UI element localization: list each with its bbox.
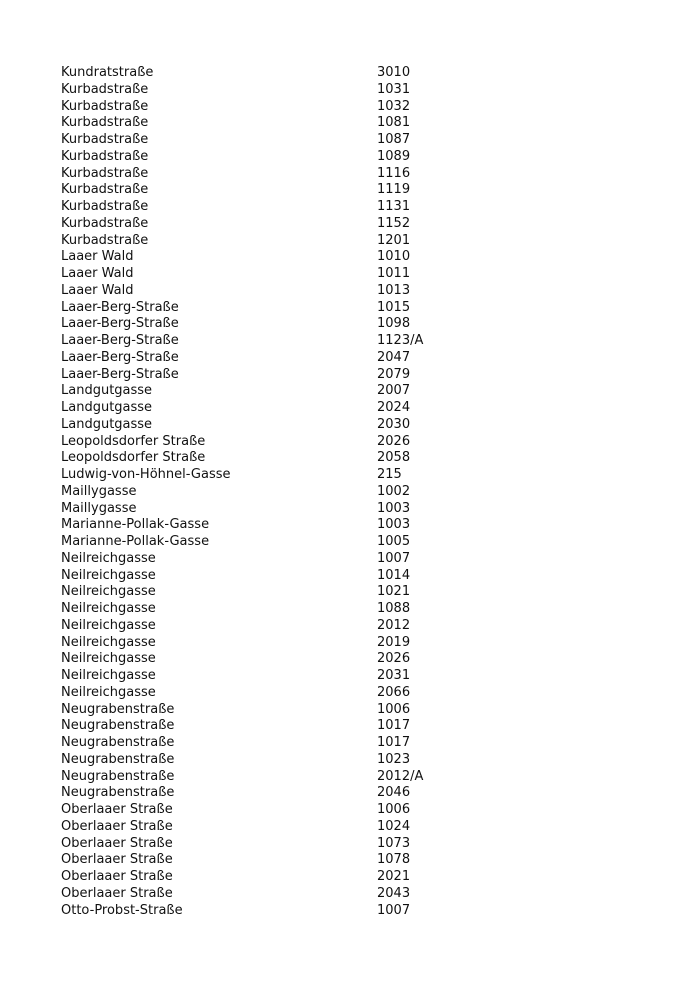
house-number: 1007 — [377, 902, 411, 918]
street-name: Neugrabenstraße — [61, 751, 175, 767]
house-number: 1013 — [377, 282, 411, 298]
table-row — [61, 517, 481, 534]
street-name: Oberlaaer Straße — [61, 852, 173, 868]
table-row — [61, 132, 481, 149]
table-row — [61, 769, 481, 786]
house-number: 3010 — [377, 65, 411, 80]
street-name: Kurbadstraße — [61, 165, 149, 181]
street-name: Ludwig-von-Höhnel-Gasse — [61, 467, 231, 482]
street-name: Kundratstraße — [61, 65, 154, 80]
table-row — [61, 450, 481, 467]
house-number: 1024 — [377, 818, 411, 834]
street-name: Kurbadstraße — [61, 81, 149, 97]
house-number: 1201 — [377, 232, 411, 248]
table-row — [61, 434, 481, 451]
table-row — [61, 501, 481, 518]
house-number: 2024 — [377, 400, 411, 415]
table-row — [61, 467, 481, 484]
house-number: 2046 — [377, 785, 411, 801]
street-name: Neugrabenstraße — [61, 735, 175, 750]
house-number: 1003 — [377, 500, 411, 516]
street-name: Kurbadstraße — [61, 115, 149, 131]
house-number: 1089 — [377, 148, 411, 164]
table-row — [61, 417, 481, 434]
house-number: 1017 — [377, 718, 411, 734]
house-number: 2031 — [377, 668, 411, 683]
street-name: Oberlaaer Straße — [61, 885, 173, 901]
house-number: 2012 — [377, 617, 411, 633]
house-number: 2019 — [377, 634, 411, 650]
house-number: 1119 — [377, 182, 411, 198]
house-number: 1015 — [377, 299, 411, 315]
street-name: Neugrabenstraße — [61, 768, 175, 784]
street-name: Maillygasse — [61, 500, 137, 516]
table-row — [61, 852, 481, 869]
house-number: 215 — [377, 467, 402, 482]
table-row — [61, 383, 481, 400]
house-number: 1003 — [377, 517, 411, 533]
street-name: Laaer-Berg-Straße — [61, 349, 179, 365]
house-number: 1081 — [377, 115, 411, 131]
street-name: Marianne-Pollak-Gasse — [61, 534, 210, 549]
street-name: Kurbadstraße — [61, 232, 149, 248]
house-number: 1098 — [377, 316, 411, 332]
street-name: Neilreichgasse — [61, 601, 156, 616]
table-row — [61, 333, 481, 350]
table-row — [61, 635, 481, 652]
house-number: 2026 — [377, 651, 411, 667]
house-number: 2007 — [377, 383, 411, 399]
street-name: Kurbadstraße — [61, 132, 149, 147]
street-name: Neilreichgasse — [61, 584, 156, 600]
table-row — [61, 484, 481, 501]
table-row — [61, 568, 481, 585]
table-row — [61, 685, 481, 702]
table-row — [61, 367, 481, 384]
table-row — [61, 182, 481, 199]
street-name: Landgutgasse — [61, 400, 153, 415]
table-row — [61, 149, 481, 166]
street-name: Neugrabenstraße — [61, 701, 175, 717]
table-row — [61, 199, 481, 216]
house-number: 1116 — [377, 165, 411, 181]
street-name: Maillygasse — [61, 483, 137, 499]
street-name: Kurbadstraße — [61, 215, 149, 231]
house-number: 2047 — [377, 349, 411, 365]
table-row — [61, 718, 481, 735]
house-number: 2030 — [377, 416, 411, 432]
street-name: Laaer-Berg-Straße — [61, 316, 179, 332]
table-row — [61, 65, 481, 82]
table-row — [61, 400, 481, 417]
table-row — [61, 350, 481, 367]
house-number: 1006 — [377, 701, 411, 717]
street-name: Leopoldsdorfer Straße — [61, 450, 206, 466]
street-name: Neugrabenstraße — [61, 718, 175, 734]
house-number: 1032 — [377, 98, 411, 114]
table-row — [61, 836, 481, 853]
table-row — [61, 534, 481, 551]
street-name: Kurbadstraße — [61, 98, 149, 114]
table-row — [61, 601, 481, 618]
table-row — [61, 702, 481, 719]
table-row — [61, 886, 481, 903]
house-number: 1088 — [377, 601, 411, 616]
street-name: Otto-Probst-Straße — [61, 902, 183, 918]
table-row — [61, 216, 481, 233]
street-name: Landgutgasse — [61, 416, 153, 432]
street-name: Neilreichgasse — [61, 651, 156, 667]
table-row — [61, 82, 481, 99]
house-number: 1006 — [377, 802, 411, 817]
street-name: Laaer Wald — [61, 249, 134, 265]
table-row — [61, 99, 481, 116]
house-number: 1078 — [377, 852, 411, 868]
street-name: Neilreichgasse — [61, 550, 156, 566]
house-number: 2066 — [377, 684, 411, 700]
street-name: Landgutgasse — [61, 383, 153, 399]
street-name: Oberlaaer Straße — [61, 818, 173, 834]
house-number: 1011 — [377, 266, 411, 281]
street-name: Laaer Wald — [61, 266, 134, 281]
house-number: 1017 — [377, 735, 411, 750]
table-row — [61, 651, 481, 668]
house-number: 1031 — [377, 81, 411, 97]
street-name: Marianne-Pollak-Gasse — [61, 517, 210, 533]
table-row — [61, 551, 481, 568]
table-row — [61, 618, 481, 635]
street-name: Neilreichgasse — [61, 567, 156, 583]
table-row — [61, 300, 481, 317]
house-number: 1014 — [377, 567, 411, 583]
street-name: Oberlaaer Straße — [61, 802, 173, 817]
house-number: 2026 — [377, 433, 411, 449]
table-row — [61, 115, 481, 132]
table-row — [61, 802, 481, 819]
house-number: 1131 — [377, 199, 411, 214]
house-number: 1010 — [377, 249, 411, 265]
street-name: Laaer-Berg-Straße — [61, 333, 179, 348]
table-row — [61, 735, 481, 752]
street-name: Laaer-Berg-Straße — [61, 299, 179, 315]
house-number: 1087 — [377, 132, 411, 147]
house-number: 1152 — [377, 215, 411, 231]
street-name: Leopoldsdorfer Straße — [61, 433, 206, 449]
house-number: 1007 — [377, 550, 411, 566]
table-row — [61, 819, 481, 836]
table-row — [61, 249, 481, 266]
table-row — [61, 166, 481, 183]
street-name: Neugrabenstraße — [61, 785, 175, 801]
street-name: Neilreichgasse — [61, 634, 156, 650]
house-number: 1123/A — [377, 333, 424, 348]
house-number: 1073 — [377, 835, 411, 851]
house-number: 1005 — [377, 534, 411, 549]
table-row — [61, 668, 481, 685]
table-row — [61, 584, 481, 601]
table-row — [61, 266, 481, 283]
address-table — [61, 65, 481, 919]
house-number: 1021 — [377, 584, 411, 600]
house-number: 2043 — [377, 885, 411, 901]
house-number: 2021 — [377, 869, 411, 884]
street-name: Laaer-Berg-Straße — [61, 366, 179, 382]
street-name: Kurbadstraße — [61, 148, 149, 164]
table-row — [61, 785, 481, 802]
street-name: Neilreichgasse — [61, 668, 156, 683]
table-row — [61, 903, 481, 920]
table-row — [61, 752, 481, 769]
house-number: 2012/A — [377, 768, 424, 784]
table-row — [61, 316, 481, 333]
house-number: 2058 — [377, 450, 411, 466]
street-name: Laaer Wald — [61, 282, 134, 298]
street-name: Kurbadstraße — [61, 182, 149, 198]
house-number: 2079 — [377, 366, 411, 382]
street-name: Neilreichgasse — [61, 684, 156, 700]
street-name: Neilreichgasse — [61, 617, 156, 633]
table-row — [61, 233, 481, 250]
table-row — [61, 869, 481, 886]
house-number: 1023 — [377, 751, 411, 767]
house-number: 1002 — [377, 483, 411, 499]
table-row — [61, 283, 481, 300]
street-name: Oberlaaer Straße — [61, 835, 173, 851]
street-name: Oberlaaer Straße — [61, 869, 173, 884]
street-name: Kurbadstraße — [61, 199, 149, 214]
